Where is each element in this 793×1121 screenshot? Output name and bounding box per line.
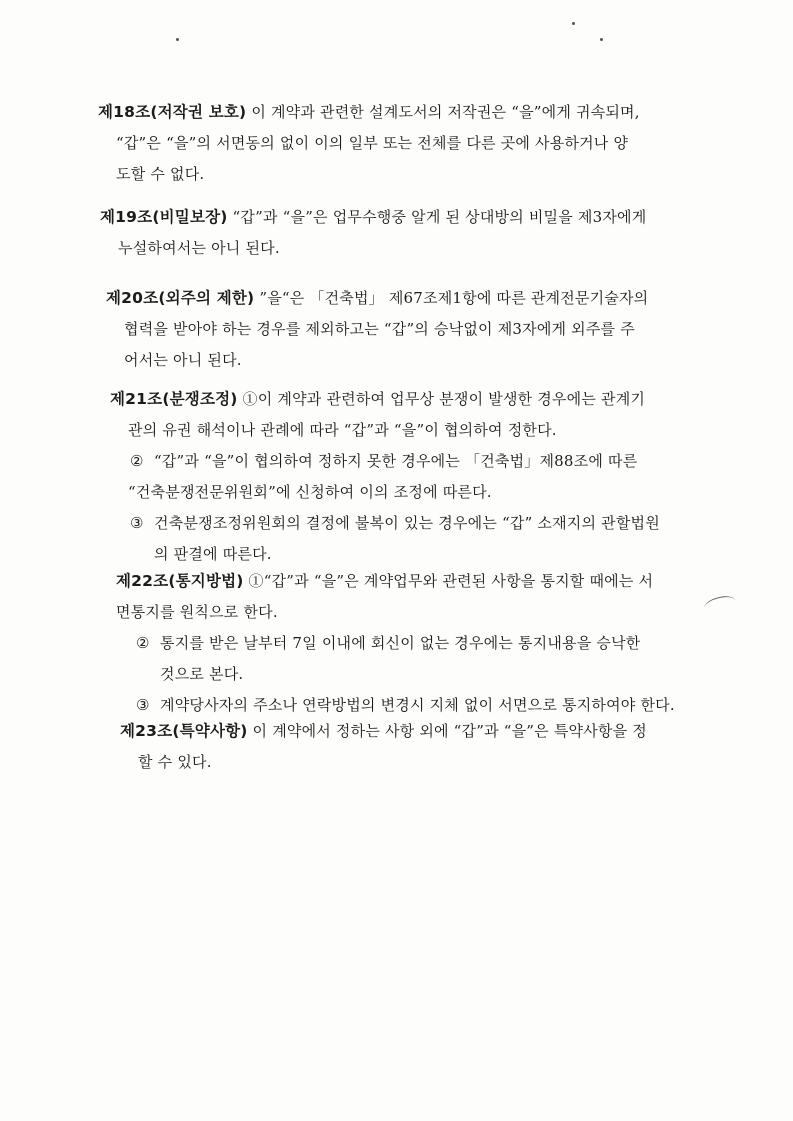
article-22-item-2-line-1 (116, 628, 675, 659)
article-22-item-2-line-2: 것으로 본다. (160, 665, 244, 683)
article-22 (116, 566, 675, 721)
article-23-line-2: 할 수 있다. (138, 753, 212, 771)
article-19-line-2: 누설하여서는 아니 된다. (118, 239, 280, 257)
article-23-line-1 (120, 716, 647, 747)
article-21-line-2: 관의 유권 해석이나 관례에 따라 “갑”과 “을”이 협의하여 정한다. (128, 421, 557, 439)
article-20-title: 제20조(외주의 제한) (106, 289, 255, 307)
article-21-item-2-text: “갑”과 “을”이 협의하여 정하지 못한 경우에는 「건축법」제88조에 따른 (154, 452, 638, 470)
article-20-line-2: 협력을 받아야 하는 경우를 제외하고는 “갑”의 승낙없이 제3자에게 외주를 주 (124, 320, 635, 338)
article-18-line-1 (98, 97, 640, 128)
article-18 (98, 97, 640, 190)
item-number: ② (130, 452, 144, 470)
article-22-text: ①“갑”과 “을”은 계약업무와 관련된 사항을 통지할 때에는 서 (243, 572, 654, 590)
article-22-item-3-text: 계약당사자의 주소나 연락방법의 변경시 지체 없이 서면으로 통지하여야 한다. (160, 696, 675, 714)
article-21-item-3-line-1 (110, 508, 660, 539)
article-18-line-2: “갑”은 “을”의 서면동의 없이 이의 일부 또는 전체를 다른 곳에 사용하거나 양 (116, 134, 629, 152)
article-21-line-1 (110, 384, 660, 415)
article-18-text: 이 계약과 관련한 설계도서의 저작권은 “을”에게 귀속되며, (246, 103, 640, 121)
item-number: ③ (130, 514, 144, 532)
article-19 (100, 202, 646, 264)
article-22-line-2: 면통지를 원칙으로 한다. (116, 603, 278, 621)
article-21-title: 제21조(분쟁조정) (110, 390, 238, 408)
article-18-line-3: 도할 수 없다. (116, 165, 205, 183)
article-23 (120, 716, 647, 778)
article-19-line-1 (100, 202, 646, 233)
article-19-text: “갑”과 “을”은 업무수행중 알게 된 상대방의 비밀을 제3자에게 (227, 208, 647, 226)
article-20-text: ”을“은 「건축법」 제67조제1항에 따른 관계전문기술자의 (254, 289, 649, 307)
article-20-line-3: 어서는 아니 된다. (124, 351, 242, 369)
article-18-title: 제18조(저작권 보호) (98, 103, 247, 121)
article-23-text: 이 계약에서 정하는 사항 외에 “갑”과 “을”은 특약사항을 정 (247, 722, 647, 740)
item-number: ③ (136, 696, 150, 714)
article-20-line-1 (106, 283, 648, 314)
scan-speck (600, 38, 603, 41)
article-21-item-2-line-2: “건축분쟁전문위원회”에 신청하여 이의 조정에 따른다. (128, 483, 492, 501)
article-20 (106, 283, 648, 376)
article-22-item-2-text: 통지를 받은 날부터 7일 이내에 회신이 없는 경우에는 통지내용을 승낙한 (160, 634, 641, 652)
article-21-item-2-line-1 (110, 446, 660, 477)
article-21 (110, 384, 660, 570)
article-22-line-1 (116, 566, 675, 597)
scan-speck (572, 22, 575, 25)
article-21-item-3-text: 건축분쟁조정위원회의 결정에 불복이 있는 경우에는 “갑” 소재지의 관할법원 (154, 514, 660, 532)
article-21-item-3-line-2: 의 판결에 따른다. (154, 545, 272, 563)
article-22-title: 제22조(통지방법) (116, 572, 244, 590)
article-19-title: 제19조(비밀보장) (100, 208, 228, 226)
item-number: ② (136, 634, 150, 652)
pen-scribble-mark (703, 593, 738, 615)
article-23-title: 제23조(특약사항) (120, 722, 248, 740)
scan-speck (176, 38, 179, 41)
article-21-text: ①이 계약과 관련하여 업무상 분쟁이 발생한 경우에는 관계기 (237, 390, 646, 408)
